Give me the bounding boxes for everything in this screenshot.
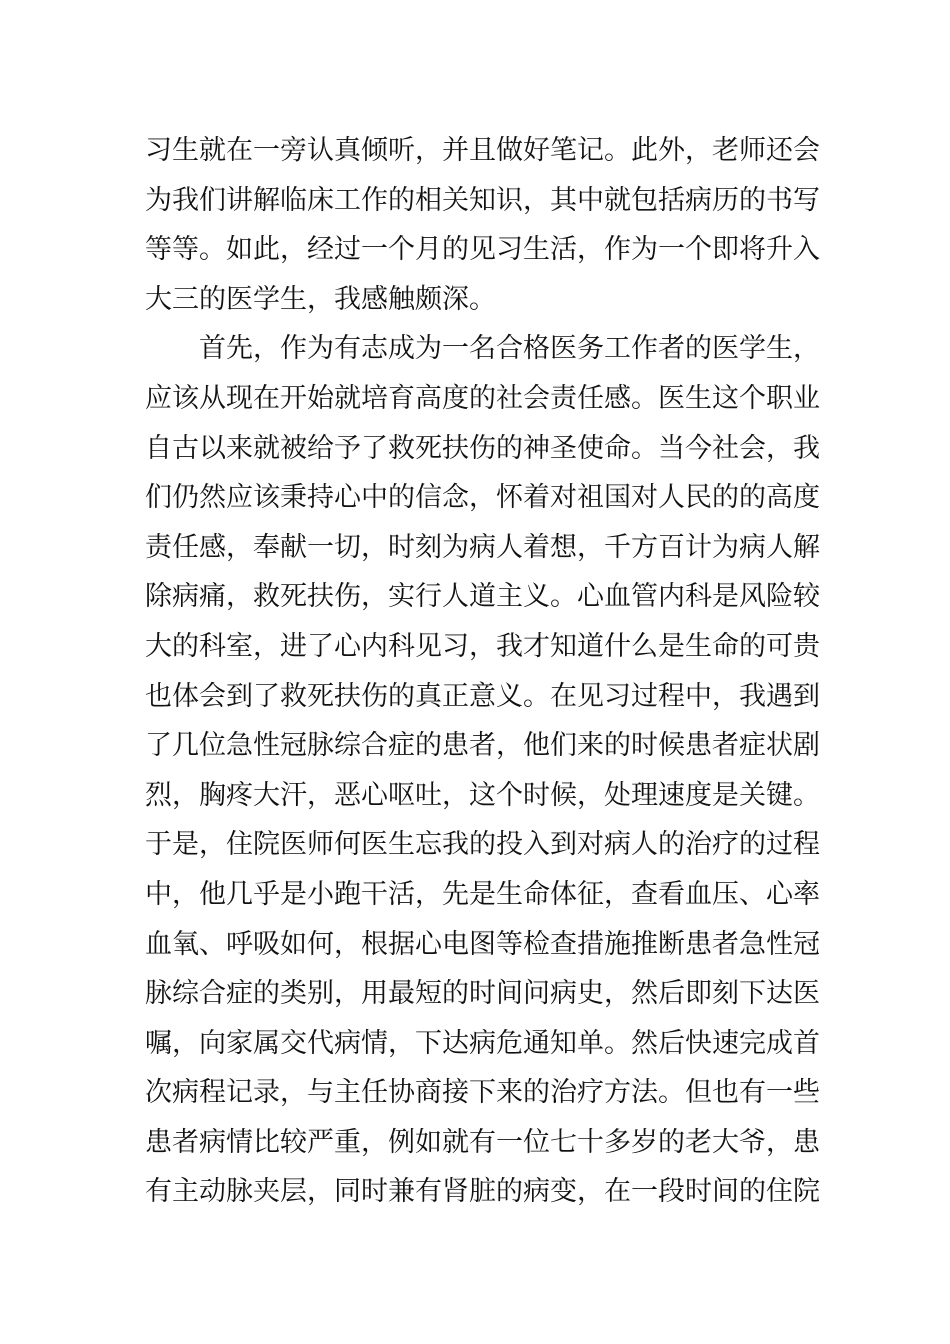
text-line: 应该从现在开始就培育高度的社会责任感。医生这个职业 (145, 382, 820, 414)
text-line: 为我们讲解临床工作的相关知识，其中就包括病历的书写 (145, 184, 820, 216)
text-line: 有主动脉夹层，同时兼有肾脏的病变，在一段时间的住院 (145, 1176, 820, 1208)
text-line: 于是，住院医师何医生忘我的投入到对病人的治疗的过程 (145, 829, 820, 861)
text-line: 脉综合症的类别，用最短的时间问病史，然后即刻下达医 (145, 978, 820, 1010)
text-line: 等等。如此，经过一个月的见习生活，作为一个即将升入 (145, 234, 820, 266)
text-line: 大的科室，进了心内科见习，我才知道什么是生命的可贵 (145, 630, 820, 662)
text-line: 嘱，向家属交代病情，下达病危通知单。然后快速完成首 (145, 1027, 820, 1059)
text-line: 烈，胸疼大汗，恶心呕吐，这个时候，处理速度是关键。 (145, 779, 820, 811)
text-line: 也体会到了救死扶伤的真正意义。在见习过程中，我遇到 (145, 680, 820, 712)
text-line: 次病程记录，与主任协商接下来的治疗方法。但也有一些 (145, 1077, 820, 1109)
text-line: 患者病情比较严重，例如就有一位七十多岁的老大爷，患 (145, 1126, 820, 1158)
text-line: 了几位急性冠脉综合症的患者，他们来的时候患者症状剧 (145, 730, 820, 762)
body-text (145, 126, 820, 1217)
paragraph-start-line: 首先，作为有志成为一名合格医务工作者的医学生， (199, 333, 820, 365)
text-line: 习生就在一旁认真倾听，并且做好笔记。此外，老师还会 (145, 135, 820, 166)
text-line: 自古以来就被给予了救死扶伤的神圣使命。当今社会，我 (145, 432, 820, 464)
text-line: 除病痛，救死扶伤，实行人道主义。心血管内科是风险较 (145, 581, 820, 613)
text-line: 责任感，奉献一切，时刻为病人着想，千方百计为病人解 (145, 531, 820, 563)
text-line: 们仍然应该秉持心中的信念，怀着对祖国对人民的的高度 (145, 482, 820, 514)
paragraph-end-line: 大三的医学生，我感触颇深。 (145, 283, 496, 315)
text-line: 血氧、呼吸如何，根据心电图等检查措施推断患者急性冠 (145, 928, 820, 960)
text-line: 中，他几乎是小跑干活，先是生命体征，查看血压、心率 (145, 878, 820, 910)
